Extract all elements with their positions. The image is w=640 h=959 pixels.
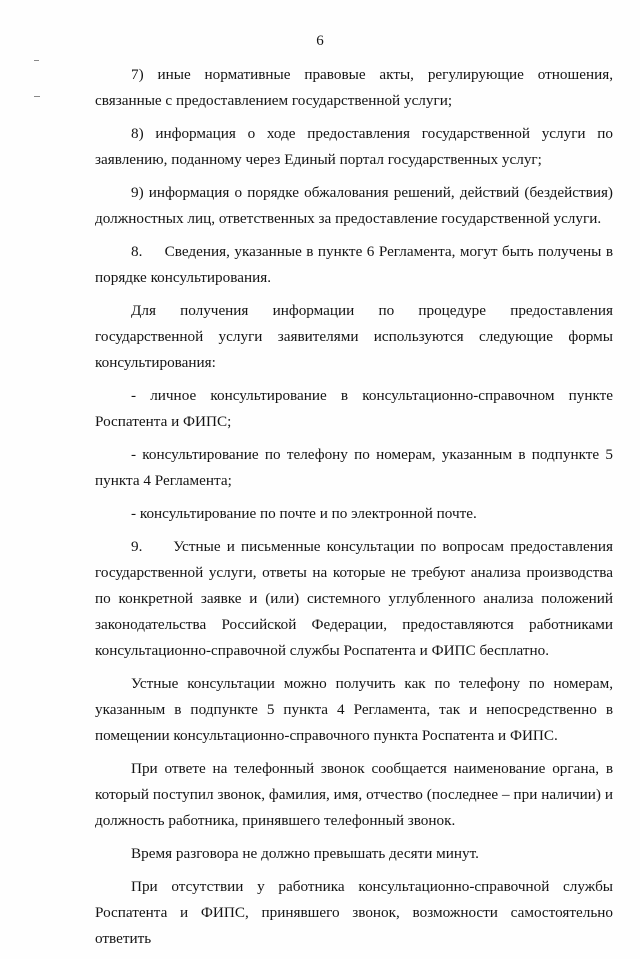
paragraph-section-9: 9. Устные и письменные консультации по вопросам предоставления государственной услуги, ответы на которые не требуют анализа производства по конкретной заявке и (или) системного углубленного анализа положений законодательства Российской Федерации, предоставляются работниками консультационно-справочной службы Роспатента и ФИПС бесплатно. <box>95 538 613 659</box>
paragraph-list-item-7: 7) иные нормативные правовые акты, регулирующие отношения, связанные с предоставлением государственной услуги; <box>95 66 613 109</box>
paragraph-list-item-8: 8) информация о ходе предоставления государственной услуги по заявлению, поданному через Единый портал государственных услуг; <box>95 125 613 168</box>
paragraph-bullet-mail: - консультирование по почте и по электронной почте. <box>131 505 477 522</box>
scan-mark <box>34 60 39 61</box>
paragraph-consultation-forms: Для получения информации по процедуре предоставления государственной услуги заявителями используются следующие формы консультирования: <box>95 302 613 371</box>
paragraph-bullet-phone: - консультирование по телефону по номерам, указанным в подпункте 5 пункта 4 Регламента; <box>95 446 613 489</box>
paragraph-phone-answer: При ответе на телефонный звонок сообщается наименование органа, в который поступил звонок, фамилия, имя, отчество (последнее – при наличии) и должность работника, принявшего телефонный звонок. <box>95 760 613 829</box>
page-number: 6 <box>316 33 324 49</box>
paragraph-list-item-9: 9) информация о порядке обжалования решений, действий (бездействия) должностных лиц, ответственных за предоставление государственной услуги. <box>95 184 613 227</box>
scan-mark <box>34 96 40 97</box>
paragraph-call-duration: Время разговора не должно превышать десяти минут. <box>131 845 479 862</box>
paragraph-section-8: 8. Сведения, указанные в пункте 6 Регламента, могут быть получены в порядке консультирования. <box>95 243 613 286</box>
document-body <box>95 62 613 959</box>
paragraph-no-answer-possible: При отсутствии у работника консультационно-справочной службы Роспатента и ФИПС, принявшего звонок, возможности самостоятельно ответить <box>95 878 613 947</box>
paragraph-oral-consultations: Устные консультации можно получить как по телефону по номерам, указанным в подпункте 5 пункта 4 Регламента, так и непосредственно в помещении консультационно-справочного пункта Роспатента и ФИПС. <box>95 675 613 744</box>
paragraph-bullet-personal: - личное консультирование в консультационно-справочном пункте Роспатента и ФИПС; <box>95 387 613 430</box>
